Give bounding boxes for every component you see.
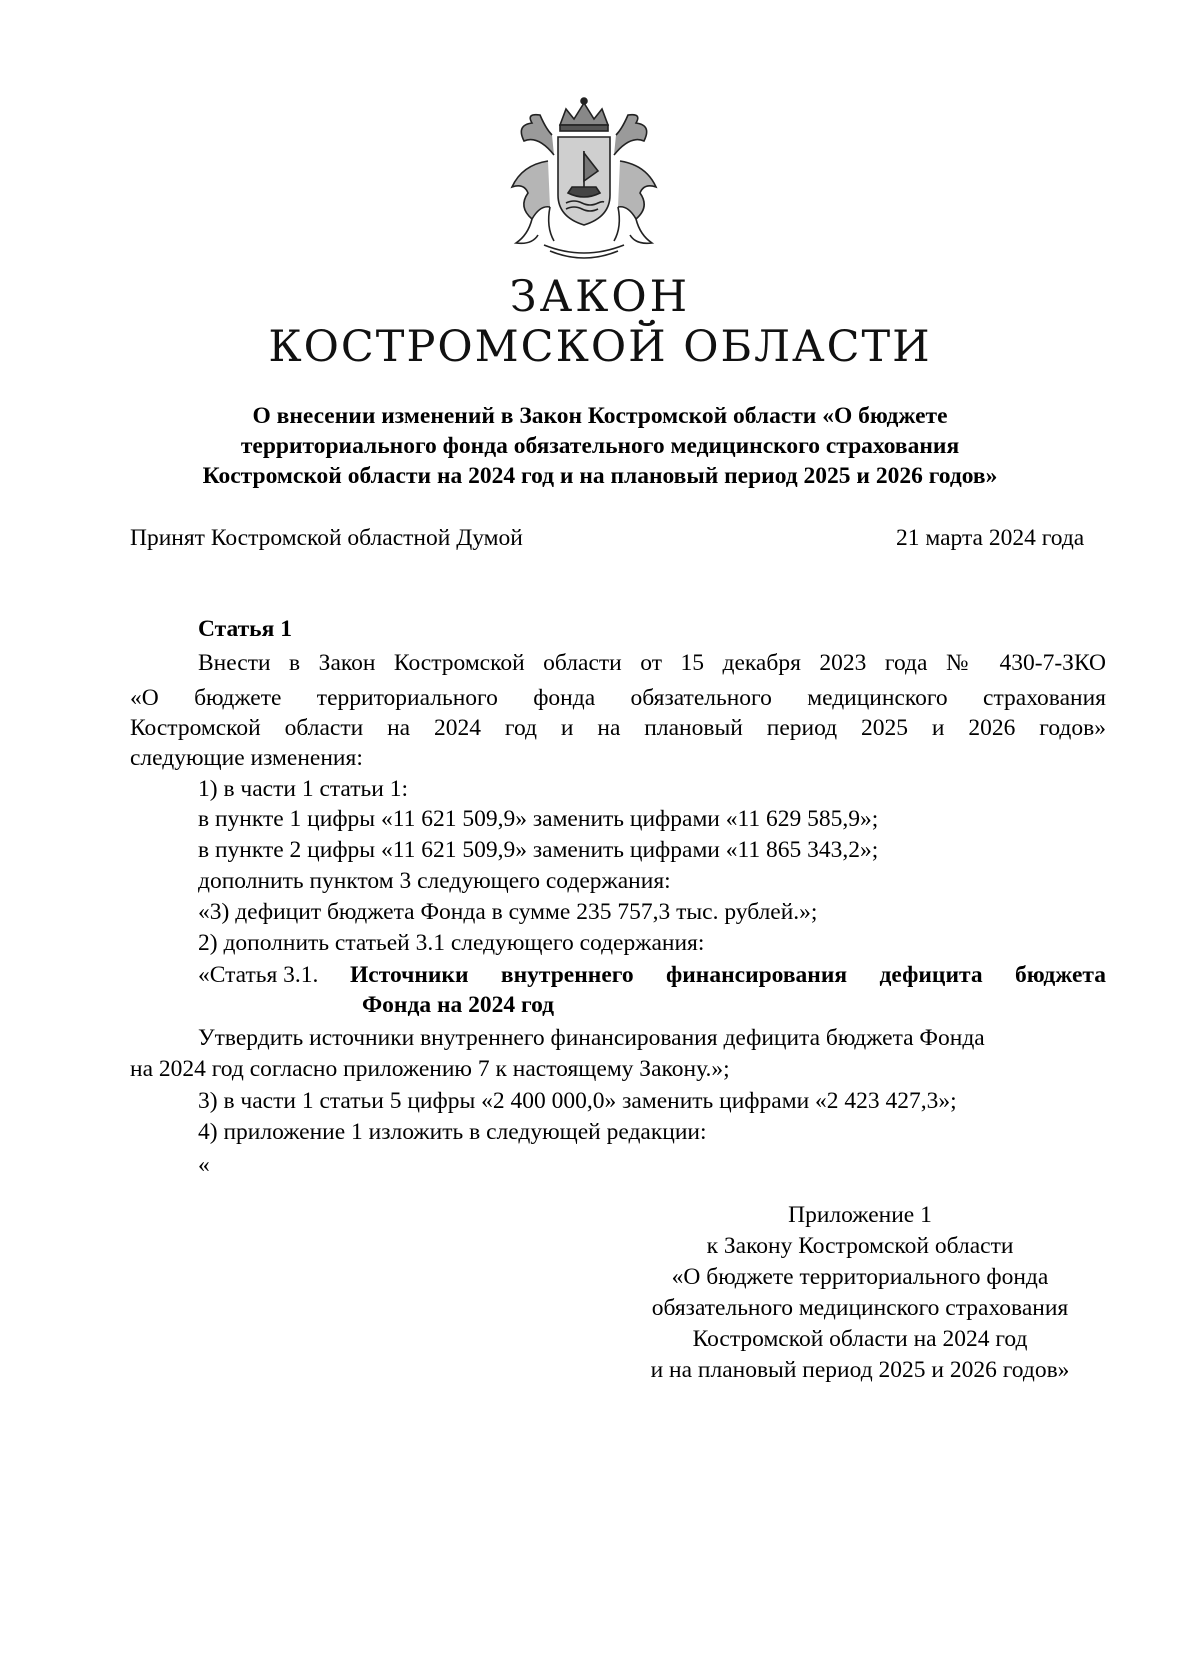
list-item: в пункте 1 цифры «11 621 509,9» заменить цифрами «11 629 585,9»; (198, 806, 879, 832)
law-title-line: территориального фонда обязательного медицинского страхования (240, 433, 960, 459)
list-item: в пункте 2 цифры «11 621 509,9» заменить цифрами «11 865 343,2»; (198, 837, 879, 863)
article-3-1-title: Источники внутреннего финансирования дефицита бюджета (350, 962, 1106, 988)
paragraph-line: «О бюджете территориального фонда обязательного медицинского страхования (130, 685, 1106, 711)
coat-of-arms-emblem (488, 95, 680, 265)
paragraph-line: Костромской области на 2024 год и на плановый период 2025 и 2026 годов» (130, 715, 1106, 741)
adoption-text: Принят Костромской областной Думой (130, 525, 523, 551)
appendix-line: Костромской области на 2024 год (692, 1326, 1028, 1352)
appendix-line: Приложение 1 (788, 1202, 932, 1228)
appendix-line: к Закону Костромской области (706, 1233, 1014, 1259)
list-item: 3) в части 1 статьи 5 цифры «2 400 000,0» заменить цифрами «2 423 427,3»; (198, 1088, 957, 1114)
article-3-1-title: Фонда на 2024 год (362, 992, 555, 1018)
list-item: дополнить пунктом 3 следующего содержания: (198, 868, 671, 894)
list-item: 4) приложение 1 изложить в следующей редакции: (198, 1119, 707, 1145)
opening-quote: « (198, 1152, 210, 1178)
adoption-date: 21 марта 2024 года (896, 525, 1085, 551)
appendix-line: и на плановый период 2025 и 2026 годов» (650, 1357, 1070, 1383)
law-title-line: Костромской области на 2024 год и на плановый период 2025 и 2026 годов» (202, 463, 998, 489)
article-heading: Статья 1 (198, 616, 292, 642)
list-item: «3) дефицит бюджета Фонда в сумме 235 757,3 тыс. рублей.»; (198, 899, 818, 925)
article-3-1-prefix: «Статья 3.1. (198, 962, 319, 988)
list-item: 1) в части 1 статьи 1: (198, 776, 408, 802)
appendix-caption (600, 1200, 1120, 1386)
law-title-line: О внесении изменений в Закон Костромской области «О бюджете (252, 403, 948, 429)
appendix-line: обязательного медицинского страхования (651, 1295, 1069, 1321)
paragraph-line: Внести в Закон Костромской области от 15 декабря 2023 года № 430-7-ЗКО (198, 650, 1106, 676)
region-heading: КОСТРОМСКОЙ ОБЛАСТИ (268, 322, 932, 372)
paragraph-line: Утвердить источники внутреннего финансирования дефицита бюджета Фонда (198, 1025, 985, 1051)
appendix-line: «О бюджете территориального фонда (671, 1264, 1049, 1290)
paragraph-line: следующие изменения: (130, 745, 363, 771)
list-item: 2) дополнить статьей 3.1 следующего содержания: (198, 930, 705, 956)
law-heading: ЗАКОН (509, 272, 691, 322)
law-title (100, 401, 1100, 491)
paragraph-line: на 2024 год согласно приложению 7 к настоящему Закону.»; (130, 1056, 730, 1082)
